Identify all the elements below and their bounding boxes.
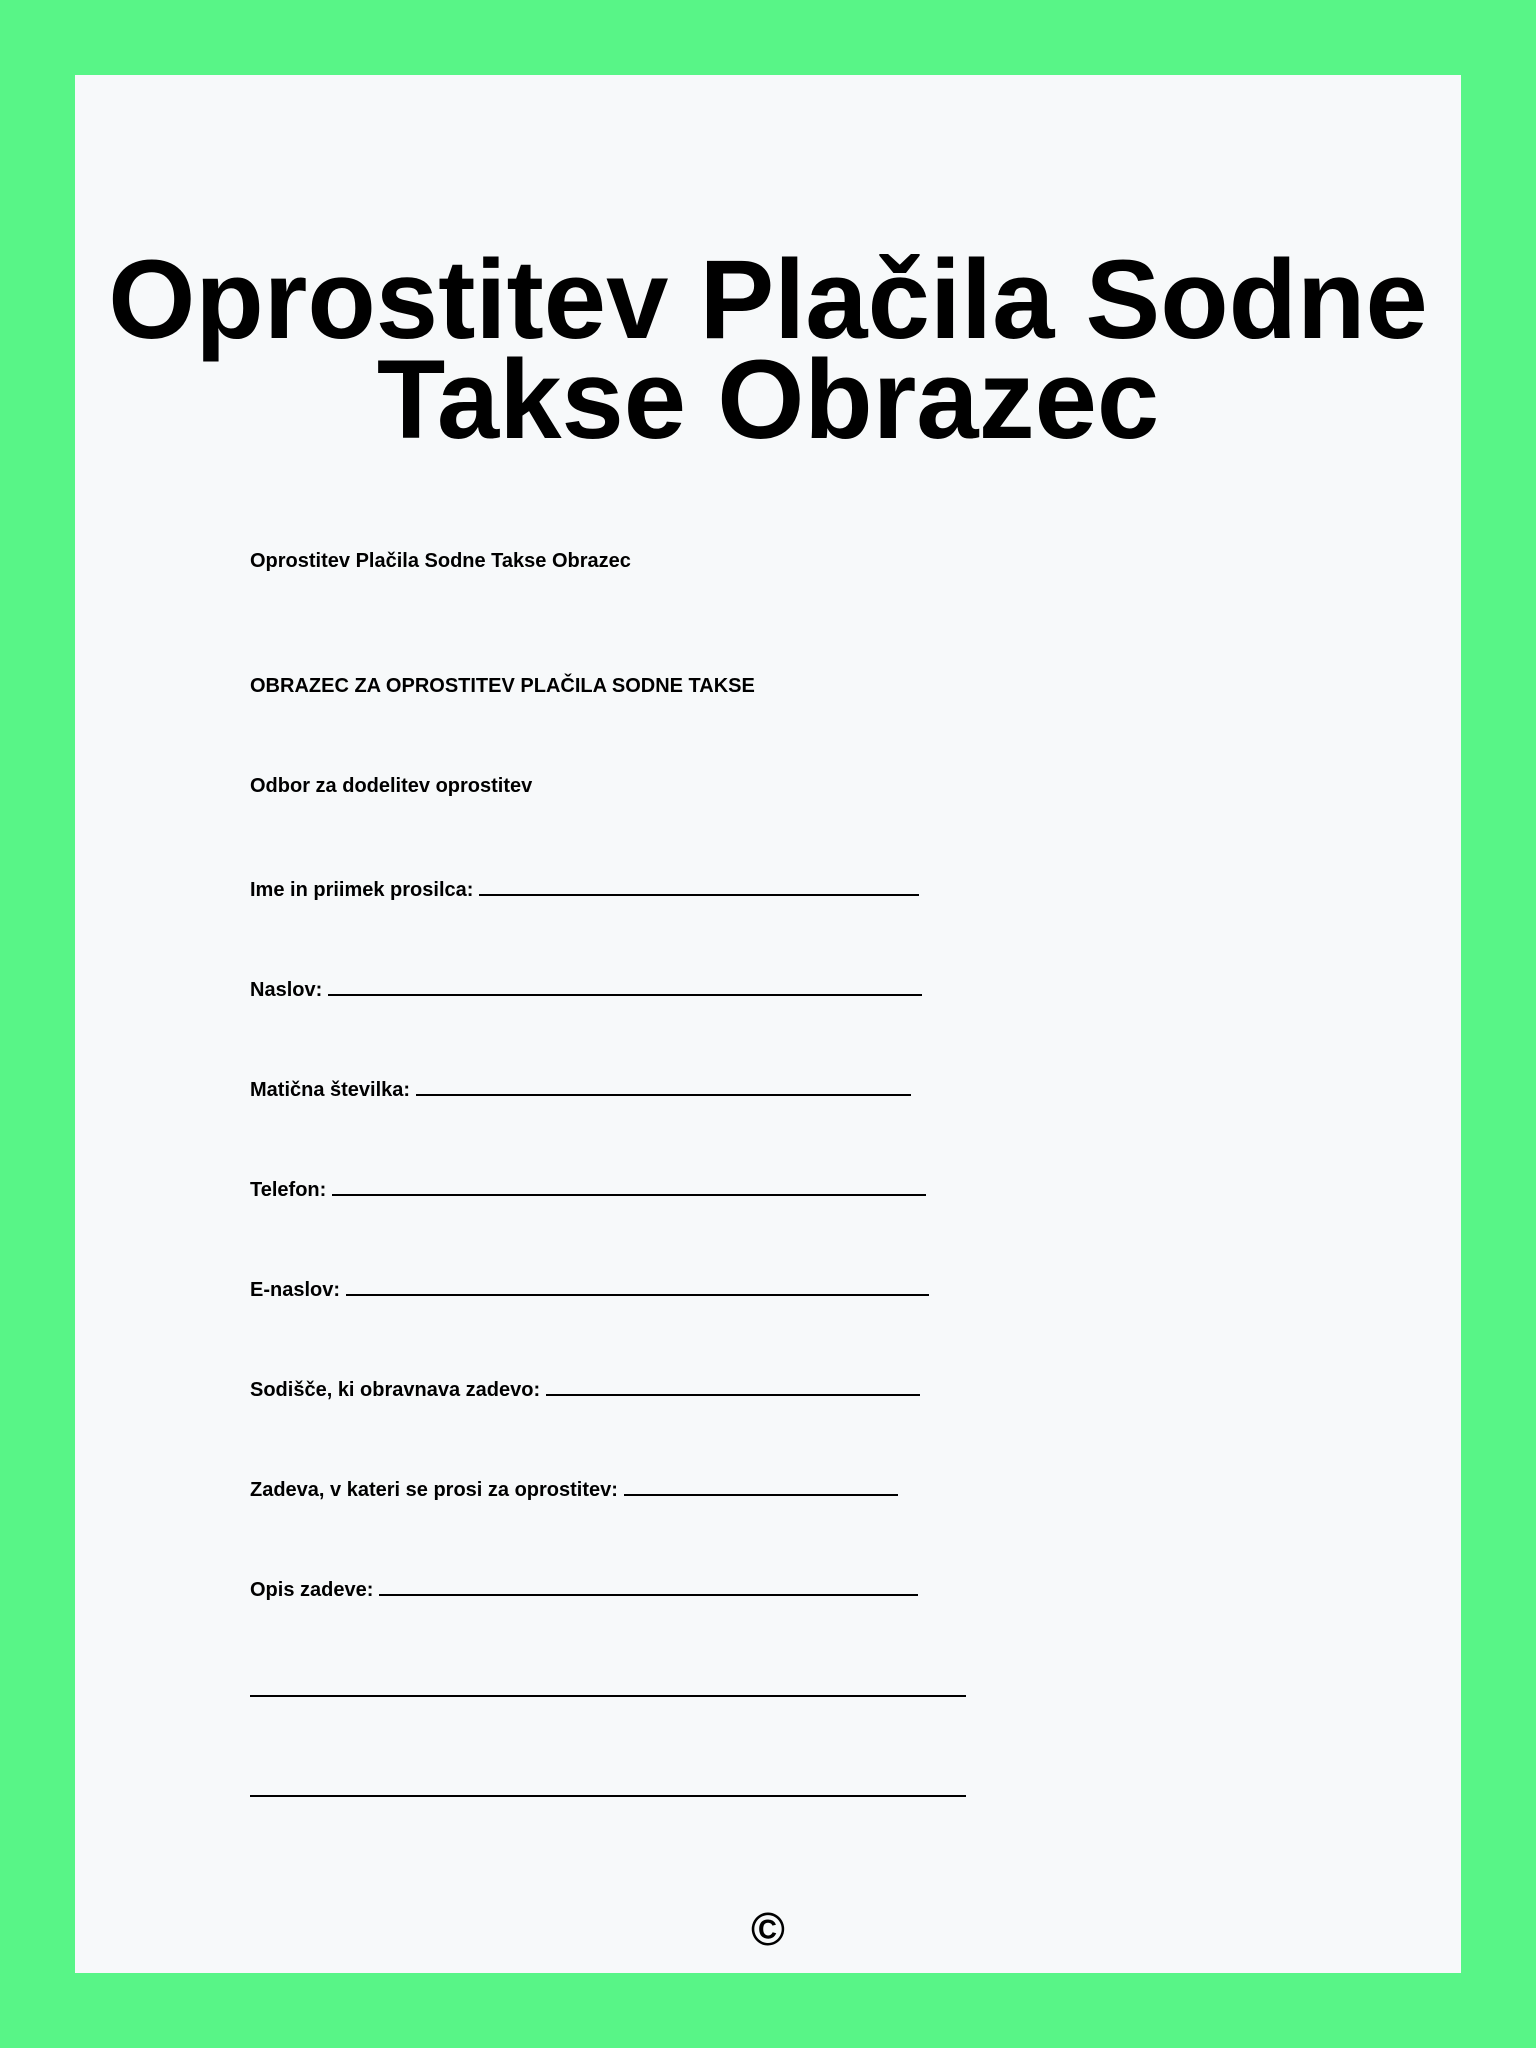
committee-label: Odbor za dodelitev oprostitev: [250, 775, 533, 797]
extra-line-1[interactable]: [250, 1695, 966, 1697]
copyright-symbol: ©: [751, 1903, 785, 1955]
address-blank[interactable]: [328, 974, 922, 996]
field-row-applicant-name: [250, 874, 919, 902]
field-row-phone: [250, 1174, 926, 1202]
case-description-blank[interactable]: [379, 1574, 918, 1596]
field-row-court: [250, 1374, 920, 1402]
field-label: Sodišče, ki obravnava zadevo:: [250, 1379, 541, 1401]
field-row-email: [250, 1274, 929, 1302]
field-label: Naslov:: [250, 979, 323, 1001]
extra-line-2[interactable]: [250, 1795, 966, 1797]
case-blank[interactable]: [624, 1474, 898, 1496]
field-row-registration-number: [250, 1074, 911, 1102]
phone-blank[interactable]: [332, 1174, 926, 1196]
field-label: Ime in priimek prosilca:: [250, 879, 474, 901]
email-blank[interactable]: [346, 1274, 929, 1296]
registration-number-blank[interactable]: [416, 1074, 911, 1096]
document-page: [75, 75, 1461, 1973]
applicant-name-blank[interactable]: [479, 874, 919, 896]
field-row-address: [250, 974, 922, 1002]
page-title: Oprostitev Plačila Sodne Takse Obrazec: [108, 237, 1428, 462]
field-label: Matična številka:: [250, 1079, 411, 1101]
field-label: Zadeva, v kateri se prosi za oprostitev:: [250, 1479, 618, 1501]
field-label: E-naslov:: [250, 1279, 341, 1301]
field-label: Telefon:: [250, 1179, 327, 1201]
form-heading: OBRAZEC ZA OPROSTITEV PLAČILA SODNE TAKSE: [250, 675, 755, 697]
field-row-case-description: [250, 1574, 918, 1602]
court-blank[interactable]: [546, 1374, 920, 1396]
field-row-case: [250, 1474, 898, 1502]
document-subtitle: Oprostitev Plačila Sodne Takse Obrazec: [250, 550, 631, 572]
field-label: Opis zadeve:: [250, 1579, 374, 1601]
